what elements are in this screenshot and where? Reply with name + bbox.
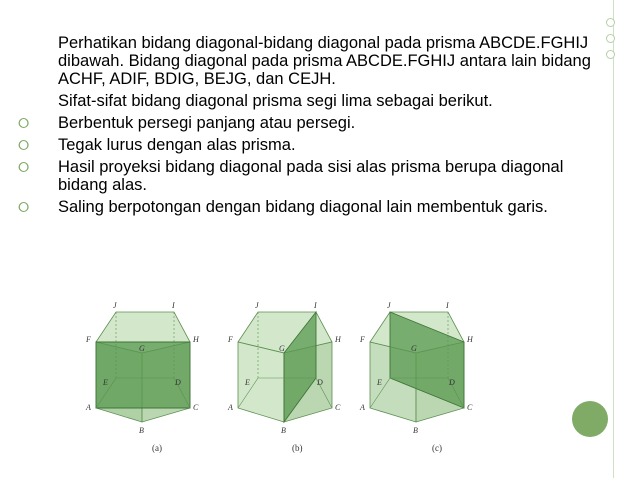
vertex-label-G: G <box>139 344 145 353</box>
vertex-label-C: C <box>335 403 341 412</box>
vertex-label-G: G <box>411 344 417 353</box>
bullet-item <box>0 114 610 132</box>
vertex-label-F: F <box>86 335 91 344</box>
vertex-label-H: H <box>193 335 199 344</box>
bullet-icon: ⭘ <box>18 137 30 153</box>
bullet-text: Berbentuk persegi panjang atau persegi. <box>58 114 356 132</box>
bullet-text: Saling berpotongan dengan bidang diagonal lain membentuk garis. <box>58 198 548 216</box>
vertex-label-B: B <box>281 426 286 435</box>
vertex-label-A: A <box>360 403 365 412</box>
prism-figure-a <box>85 301 200 453</box>
vertex-label-J: J <box>113 301 117 310</box>
decorative-vertical-line <box>613 0 614 478</box>
paragraph-intro <box>0 34 610 88</box>
vertex-label-F: F <box>228 335 233 344</box>
vertex-label-D: D <box>449 378 455 387</box>
vertex-label-B: B <box>413 426 418 435</box>
vertex-label-A: A <box>228 403 233 412</box>
vertex-label-I: I <box>314 301 317 310</box>
vertex-label-F: F <box>360 335 365 344</box>
vertex-label-E: E <box>103 378 108 387</box>
bullet-icon: ⭘ <box>18 115 30 131</box>
bullet-text: Tegak lurus dengan alas prisma. <box>58 136 296 154</box>
vertex-label-B: B <box>139 426 144 435</box>
slide-text <box>0 34 610 220</box>
vertex-label-E: E <box>245 378 250 387</box>
vertex-label-I: I <box>172 301 175 310</box>
decorative-dot <box>606 18 615 27</box>
vertex-label-C: C <box>467 403 473 412</box>
bullet-icon: ⭘ <box>18 159 30 175</box>
figure-caption: (c) <box>432 443 442 453</box>
vertex-label-J: J <box>255 301 259 310</box>
vertex-label-D: D <box>175 378 181 387</box>
bullet-text: Hasil proyeksi bidang diagonal pada sisi alas prisma berupa diagonal bidang alas. <box>58 158 564 194</box>
vertex-label-E: E <box>377 378 382 387</box>
vertex-label-I: I <box>446 301 449 310</box>
bullet-item <box>0 158 610 194</box>
vertex-label-A: A <box>86 403 91 412</box>
bullet-item <box>0 136 610 154</box>
prism-figures-svg <box>0 298 610 458</box>
prism-figures <box>0 298 610 458</box>
paragraph-text: Sifat-sifat bidang diagonal prisma segi lima sebagai berikut. <box>58 92 493 110</box>
paragraph-properties-intro <box>0 92 610 110</box>
prism-figure-b <box>227 301 342 453</box>
bullet-icon: ⭘ <box>18 199 30 215</box>
vertex-label-H: H <box>335 335 341 344</box>
prism-figure-c <box>359 301 474 453</box>
figure-caption: (b) <box>292 443 303 453</box>
vertex-label-H: H <box>467 335 473 344</box>
vertex-label-C: C <box>193 403 199 412</box>
vertex-label-J: J <box>387 301 391 310</box>
vertex-label-G: G <box>279 344 285 353</box>
figure-caption: (a) <box>152 443 162 453</box>
bullet-item <box>0 198 610 216</box>
paragraph-text: Perhatikan bidang diagonal-bidang diagonal pada prisma ABCDE.FGHIJ dibawah. Bidang diagonal pada prisma ABCDE.FGHIJ antara lain bidang ACHF, ADIF, BDIG, BEJG, dan CEJH. <box>58 34 591 88</box>
vertex-label-D: D <box>317 378 323 387</box>
